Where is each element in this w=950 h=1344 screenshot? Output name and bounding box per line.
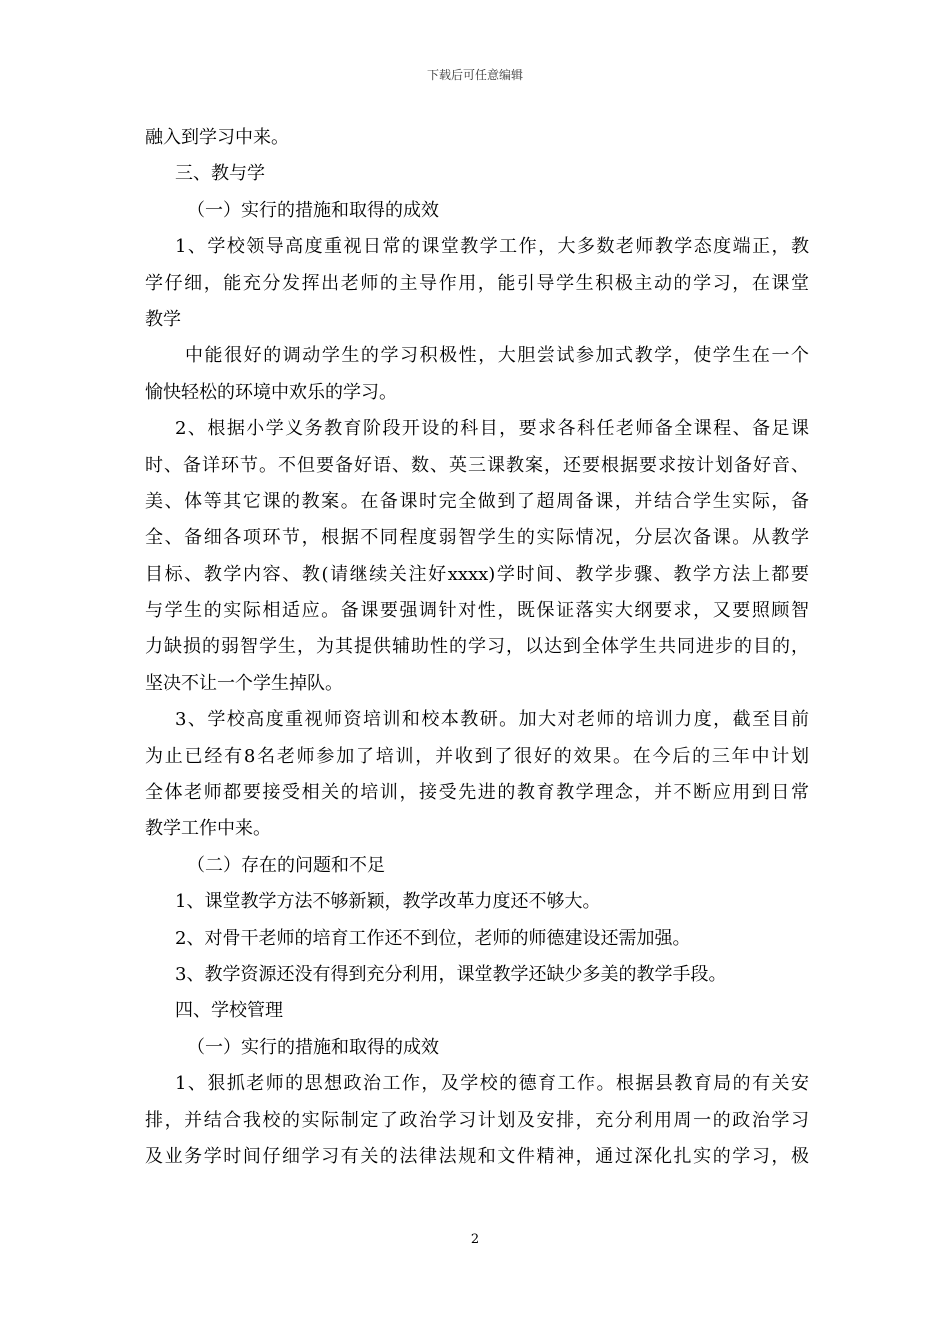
text-line: 时、备详环节。不但要备好语、数、英三课教案，还要根据要求按计划备好音、 bbox=[145, 454, 809, 476]
text-line: 美、体等其它课的教案。在备课时完全做到了超周备课，并结合学生实际，备 bbox=[145, 490, 809, 512]
text-line: 1、狠抓老师的思想政治工作，及学校的德育工作。根据县教育局的有关安 bbox=[175, 1073, 809, 1095]
document-body bbox=[145, 120, 809, 1175]
text-line: 融入到学习中来。 bbox=[145, 127, 289, 148]
text-line: 学仔细，能充分发挥出老师的主导作用，能引导学生积极主动的学习，在课堂 bbox=[145, 272, 809, 294]
text-line: （二）存在的问题和不足 bbox=[187, 854, 385, 876]
text-line: （一）实行的措施和取得的成效 bbox=[187, 199, 439, 221]
text-line: 力缺损的弱智学生，为其提供辅助性的学习，以达到全体学生共同进步的目的， bbox=[145, 636, 809, 658]
text-line: 为止已经有8名老师参加了培训，并收到了很好的效果。在今后的三年中计划 bbox=[145, 745, 809, 767]
text-line: 三、教与学 bbox=[175, 163, 265, 185]
text-line: 2、对骨干老师的培育工作还不到位，老师的师德建设还需加强。 bbox=[175, 927, 691, 949]
text-line: 四、学校管理 bbox=[175, 1000, 283, 1022]
text-line: 3、学校高度重视师资培训和校本教研。加大对老师的培训力度，截至目前 bbox=[175, 709, 809, 731]
page-header: 下载后可任意编辑 bbox=[426, 68, 523, 82]
text-line: 全体老师都要接受相关的培训，接受先进的教育教学理念，并不断应用到日常 bbox=[145, 782, 809, 804]
text-line: 全、备细各项环节，根据不同程度弱智学生的实际情况，分层次备课。从教学 bbox=[145, 527, 809, 549]
text-line: 教学工作中来。 bbox=[145, 818, 271, 840]
text-line: 及业务学时间仔细学习有关的法律法规和文件精神，通过深化扎实的学习，极 bbox=[145, 1145, 809, 1167]
text-line: 1、学校领导高度重视日常的课堂教学工作，大多数老师教学态度端正，教 bbox=[175, 236, 809, 258]
text-line: 3、教学资源还没有得到充分利用，课堂教学还缺少多美的教学手段。 bbox=[175, 963, 727, 985]
text-line: 愉快轻松的环境中欢乐的学习。 bbox=[145, 381, 397, 403]
text-line: 教学 bbox=[145, 308, 181, 330]
text-line: 1、课堂教学方法不够新颖，教学改革力度还不够大。 bbox=[175, 891, 601, 913]
text-line: 与学生的实际相适应。备课要强调针对性，既保证落实大纲要求，又要照顾智 bbox=[145, 600, 809, 622]
text-line: 中能很好的调动学生的学习积极性，大胆尝试参加式教学，使学生在一个 bbox=[185, 345, 809, 367]
text-line: 坚决不让一个学生掉队。 bbox=[145, 672, 343, 694]
text-line: 排，并结合我校的实际制定了政治学习计划及安排，充分利用周一的政治学习 bbox=[145, 1109, 809, 1131]
page-number: 2 bbox=[470, 1232, 480, 1247]
text-line: 2、根据小学义务教育阶段开设的科目，要求各科任老师备全课程、备足课 bbox=[175, 418, 809, 440]
text-line: （一）实行的措施和取得的成效 bbox=[187, 1036, 439, 1058]
text-line: 目标、教学内容、教(请继续关注好xxxx)学时间、教学步骤、教学方法上都要 bbox=[145, 563, 809, 585]
